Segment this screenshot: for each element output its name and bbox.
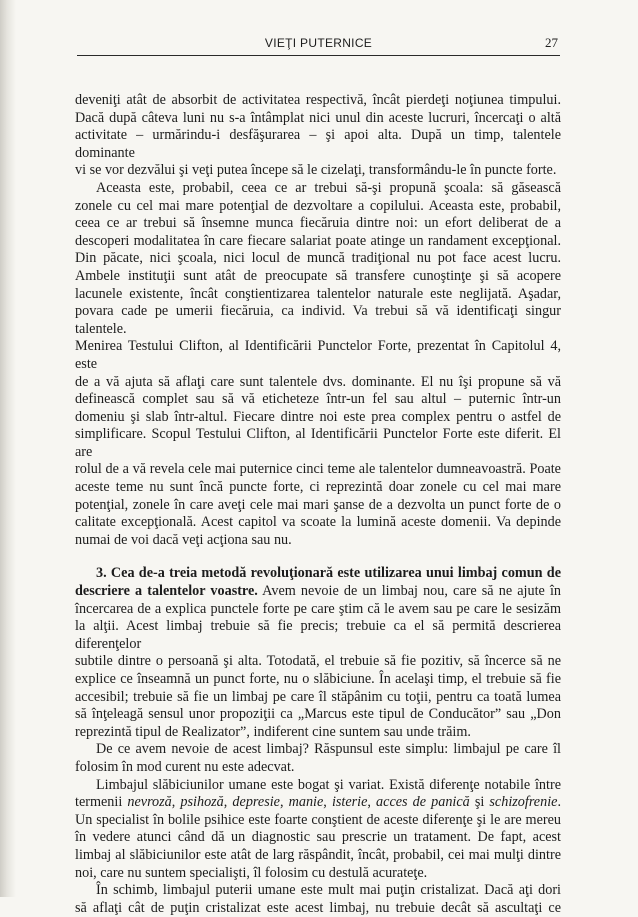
text-line: vi se vor dezvălui şi veţi putea începe să le cizelaţi, transformându-le în puncte forte. [75,162,557,179]
separator: , [323,794,332,811]
italic-term: nevroză [127,794,172,811]
text-line: în vedere atunci când dă un diagnostic sau prescrie un tratament. De fapt, acest [75,829,561,846]
text-line: la alţii. Acest limbaj trebuie să fie precis; trebuie ca el să permită descrierea diferenţelor [75,618,561,652]
text-line: subtile dintre o persoană şi alta. Totodată, el trebuie să fie pozitiv, să încerce să ne [75,653,561,670]
text-line [75,565,561,583]
text-line: rolul de a vă revela cele mai puternice cinci teme ale talentelor dumneavoastră. Poate [75,461,561,478]
paragraph-2 [75,180,561,549]
page-spine-shadow [0,0,16,897]
text-line: încercarea de a explica punctele forte pe care ştim că le avem sau pe care le sesizăm [75,600,561,617]
italic-term: psihoză [180,794,224,811]
italic-term: depresie [232,794,280,811]
separator: , [367,794,377,811]
text-line: domeniu şi slab într-altul. Fiecare dintre noi este prea complex pentru o astfel de [75,408,561,425]
text-line: limbaj al slăbiciunilor este atât de larg răspândit, încât, probabil, cei mai mulţi dintre [75,846,561,863]
text-line: de a vă ajuta să aflaţi care sunt talentele dvs. dominante. El nu îşi propune să vă [75,373,561,390]
text-line: aceste teme nu sunt încă puncte forte, ci reprezintă doar zonele cu cel mai mare [75,479,561,496]
text-line: calitate excepţională. Acest capitol va scoate la lumină aceste domenii. Va depinde [75,514,561,531]
paragraph-5 [75,777,561,883]
text-line [75,583,561,601]
paragraph-1 [75,92,561,180]
text-line: deveniţi atât de absorbit de activitatea respectivă, încât pierdeţi noţiunea timpului. [75,92,561,108]
text-line: potenţial, zonele în care aveţi cele mai mari şanse de a dezvolta un punct forte de o [75,496,561,513]
conjunction: şi [469,794,490,811]
italic-term: acces de panică [376,794,470,811]
text-line: să înţeleagă sensul unor propoziţii ca „Marcus este tipul de Conducător” sau „Don [75,706,561,723]
running-header [77,33,560,56]
text-line [75,794,561,812]
italic-term: isterie [331,794,368,811]
separator: , [279,794,289,811]
paragraph-6 [75,882,561,917]
text-line: ceea ce ar trebui să însemne munca fiecăruia dintre noi: un efort deliberat de a [75,215,561,232]
running-title: VIEŢI PUTERNICE [264,36,373,50]
text-line: De ce avem nevoie de acest limbaj? Răspunsul este simplu: limbajul pe care îl [96,741,561,758]
text-line: zonele cu cel mai mare potenţial de dezvoltare a copilului. Aceasta este, probabil, [75,197,561,214]
text-line: Limbajul slăbiciunilor umane este bogat şi variat. Există diferenţe notabile între [96,776,561,793]
text-line: lacunele existente, încât conştientizarea talentelor naturale este neglijată. Aşadar, [75,285,561,302]
text-line: să aflaţi cât de puţin cristalizat este acest limbaj, nu trebuie decât să ascultaţi ce [75,899,561,916]
separator: , [223,794,233,811]
paragraph-spacer [75,549,561,565]
text-line: descoperi modalitatea în care fiecare salariat poate atinge un randament excepţional. [75,232,561,249]
text-line: Din păcate, nici şcoala, nici locul de muncă tradiţional nu pot face acest lucru. [75,250,561,267]
body-text [75,92,561,917]
text-line: În schimb, limbajul puterii umane este mult mai puţin cristalizat. Dacă aţi dori [96,882,561,899]
text-line: definească complet sau să vă eticheteze într-un fel sau altul – puternic într-un [75,391,561,408]
text-line: Menirea Testului Clifton, al Identificării Punctelor Forte, prezentat în Capitolul 4, este [75,338,561,372]
text-line: Un specialist în bolile psihice este foarte conştient de aceste diferenţe şi le are mereu [75,811,561,828]
text-line: noi, care nu suntem specialişti, îl folosim cu destulă acurateţe. [75,864,428,881]
italic-term: manie [288,794,324,811]
text-line: povara cade pe umerii fiecăruia, ca individ. Va trebui să vă identificaţi singur talentele. [75,303,561,337]
text-line: folosim în mod curent nu este adecvat. [75,758,295,775]
text-line: activitate – urmărindu-i desfăşurarea – şi apoi alta. După un timp, talentele dominante [75,127,561,161]
italic-term: schizofrenie [489,794,558,811]
paragraph-3 [75,565,561,741]
text-line: Aceasta este, probabil, ceea ce ar trebui să-şi propună şcoala: să găsească [96,179,561,196]
period: . [557,794,561,811]
text-line: simplificare. Scopul Testului Clifton, al Identificării Punctelor Forte este diferit. El are [75,426,561,460]
separator: , [171,794,181,811]
text-run: termenii [75,794,128,811]
bold-heading-line: 3. Cea de-a treia metodă revoluţionară este utilizarea unui limbaj comun de [96,565,561,582]
text-run: Avem nevoie de un limbaj nou, care să ne ajute în [257,583,561,600]
text-line: accesibil; trebuie să fie un limbaj pe care îl stăpânim cu toţii, pentru ca toată lumea [75,688,561,705]
page-number: 27 [545,35,558,50]
bold-heading-line: descriere a talentelor voastre. [75,583,258,600]
text-line: Ambele instituţii sunt atât de preocupate să transfere cunoştinţe şi să acopere [75,267,561,284]
text-line: reprezintă tipul de Realizator”, indiferent cine suntem sau unde trăim. [75,723,471,740]
text-line: Dacă după câteva luni nu s-a întâmplat nici unul din aceste lucruri, încercaţi o altă [75,109,561,126]
paragraph-4 [75,741,561,776]
text-line: numai de voi dacă veţi acţiona sau nu. [75,531,292,548]
text-line: explice ce înseamnă un punct forte, nu o slăbiciune. În acelaşi timp, el trebuie să fie [75,671,561,687]
